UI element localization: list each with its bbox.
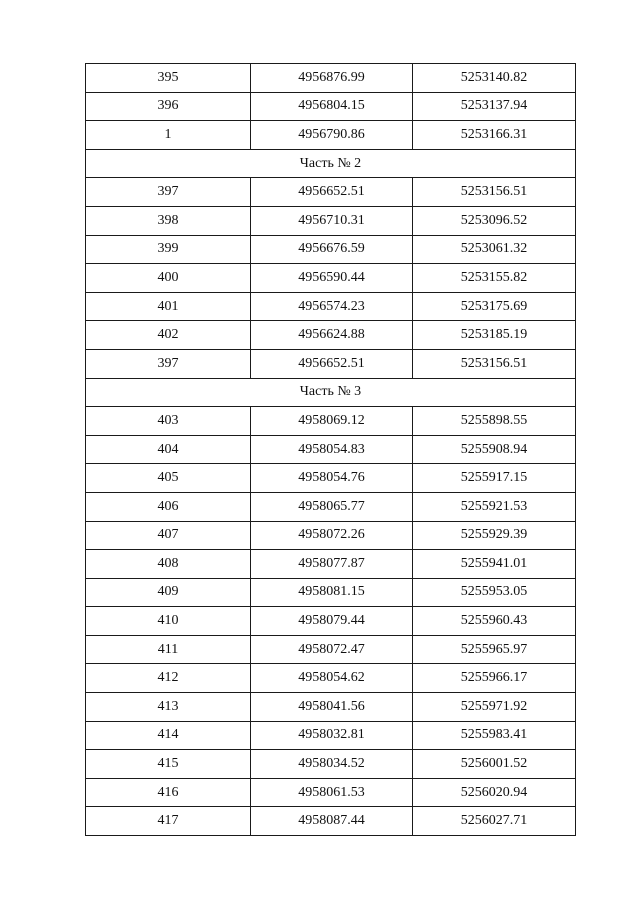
table-row [86, 92, 576, 121]
point-number-cell: 397 [86, 349, 251, 378]
x-coordinate-cell: 4958041.56 [251, 693, 413, 722]
point-number-cell: 398 [86, 206, 251, 235]
table-row [86, 407, 576, 436]
x-coordinate-cell: 4956876.99 [251, 64, 413, 93]
y-coordinate-cell: 5255953.05 [413, 578, 576, 607]
table-row [86, 464, 576, 493]
point-number-cell: 406 [86, 492, 251, 521]
x-coordinate-cell: 4958034.52 [251, 750, 413, 779]
x-coordinate-cell: 4956710.31 [251, 206, 413, 235]
y-coordinate-cell: 5255929.39 [413, 521, 576, 550]
table-row [86, 492, 576, 521]
y-coordinate-cell: 5253156.51 [413, 178, 576, 207]
x-coordinate-cell: 4956624.88 [251, 321, 413, 350]
y-coordinate-cell: 5255983.41 [413, 721, 576, 750]
point-number-cell: 399 [86, 235, 251, 264]
y-coordinate-cell: 5253175.69 [413, 292, 576, 321]
point-number-cell: 397 [86, 178, 251, 207]
x-coordinate-cell: 4958079.44 [251, 607, 413, 636]
x-coordinate-cell: 4956804.15 [251, 92, 413, 121]
x-coordinate-cell: 4956574.23 [251, 292, 413, 321]
x-coordinate-cell: 4958072.26 [251, 521, 413, 550]
point-number-cell: 408 [86, 550, 251, 579]
table-row [86, 64, 576, 93]
x-coordinate-cell: 4958054.76 [251, 464, 413, 493]
x-coordinate-cell: 4956590.44 [251, 264, 413, 293]
table-row [86, 521, 576, 550]
y-coordinate-cell: 5255921.53 [413, 492, 576, 521]
point-number-cell: 417 [86, 807, 251, 836]
x-coordinate-cell: 4958065.77 [251, 492, 413, 521]
point-number-cell: 414 [86, 721, 251, 750]
table-row [86, 435, 576, 464]
table-row [86, 721, 576, 750]
table-row [86, 292, 576, 321]
y-coordinate-cell: 5253061.32 [413, 235, 576, 264]
point-number-cell: 413 [86, 693, 251, 722]
point-number-cell: 409 [86, 578, 251, 607]
table-row [86, 121, 576, 150]
y-coordinate-cell: 5255965.97 [413, 635, 576, 664]
y-coordinate-cell: 5253155.82 [413, 264, 576, 293]
x-coordinate-cell: 4958061.53 [251, 778, 413, 807]
section-header-row [86, 378, 576, 407]
x-coordinate-cell: 4956676.59 [251, 235, 413, 264]
table-row [86, 635, 576, 664]
section-header-row [86, 149, 576, 178]
point-number-cell: 407 [86, 521, 251, 550]
x-coordinate-cell: 4958087.44 [251, 807, 413, 836]
point-number-cell: 405 [86, 464, 251, 493]
y-coordinate-cell: 5255898.55 [413, 407, 576, 436]
y-coordinate-cell: 5256027.71 [413, 807, 576, 836]
y-coordinate-cell: 5255966.17 [413, 664, 576, 693]
x-coordinate-cell: 4958054.62 [251, 664, 413, 693]
table-row [86, 206, 576, 235]
y-coordinate-cell: 5256020.94 [413, 778, 576, 807]
x-coordinate-cell: 4958081.15 [251, 578, 413, 607]
coordinates-table [85, 63, 576, 836]
table-row [86, 693, 576, 722]
point-number-cell: 403 [86, 407, 251, 436]
y-coordinate-cell: 5255960.43 [413, 607, 576, 636]
table-row [86, 807, 576, 836]
table-row [86, 264, 576, 293]
y-coordinate-cell: 5255971.92 [413, 693, 576, 722]
table-row [86, 578, 576, 607]
x-coordinate-cell: 4956652.51 [251, 178, 413, 207]
x-coordinate-cell: 4956790.86 [251, 121, 413, 150]
point-number-cell: 404 [86, 435, 251, 464]
point-number-cell: 400 [86, 264, 251, 293]
table-row [86, 550, 576, 579]
x-coordinate-cell: 4958032.81 [251, 721, 413, 750]
y-coordinate-cell: 5253140.82 [413, 64, 576, 93]
table-row [86, 235, 576, 264]
x-coordinate-cell: 4958077.87 [251, 550, 413, 579]
point-number-cell: 401 [86, 292, 251, 321]
y-coordinate-cell: 5256001.52 [413, 750, 576, 779]
point-number-cell: 402 [86, 321, 251, 350]
point-number-cell: 415 [86, 750, 251, 779]
table-row [86, 349, 576, 378]
point-number-cell: 416 [86, 778, 251, 807]
point-number-cell: 410 [86, 607, 251, 636]
y-coordinate-cell: 5253185.19 [413, 321, 576, 350]
x-coordinate-cell: 4958054.83 [251, 435, 413, 464]
point-number-cell: 395 [86, 64, 251, 93]
point-number-cell: 411 [86, 635, 251, 664]
table-row [86, 178, 576, 207]
point-number-cell: 412 [86, 664, 251, 693]
x-coordinate-cell: 4958069.12 [251, 407, 413, 436]
y-coordinate-cell: 5253096.52 [413, 206, 576, 235]
table-row [86, 321, 576, 350]
section-title: Часть № 3 [86, 378, 576, 407]
point-number-cell: 396 [86, 92, 251, 121]
coordinates-table-body [86, 64, 576, 836]
table-row [86, 664, 576, 693]
table-row [86, 607, 576, 636]
y-coordinate-cell: 5255908.94 [413, 435, 576, 464]
x-coordinate-cell: 4956652.51 [251, 349, 413, 378]
y-coordinate-cell: 5253137.94 [413, 92, 576, 121]
y-coordinate-cell: 5253166.31 [413, 121, 576, 150]
x-coordinate-cell: 4958072.47 [251, 635, 413, 664]
table-row [86, 750, 576, 779]
y-coordinate-cell: 5255917.15 [413, 464, 576, 493]
table-row [86, 778, 576, 807]
y-coordinate-cell: 5253156.51 [413, 349, 576, 378]
section-title: Часть № 2 [86, 149, 576, 178]
point-number-cell: 1 [86, 121, 251, 150]
y-coordinate-cell: 5255941.01 [413, 550, 576, 579]
